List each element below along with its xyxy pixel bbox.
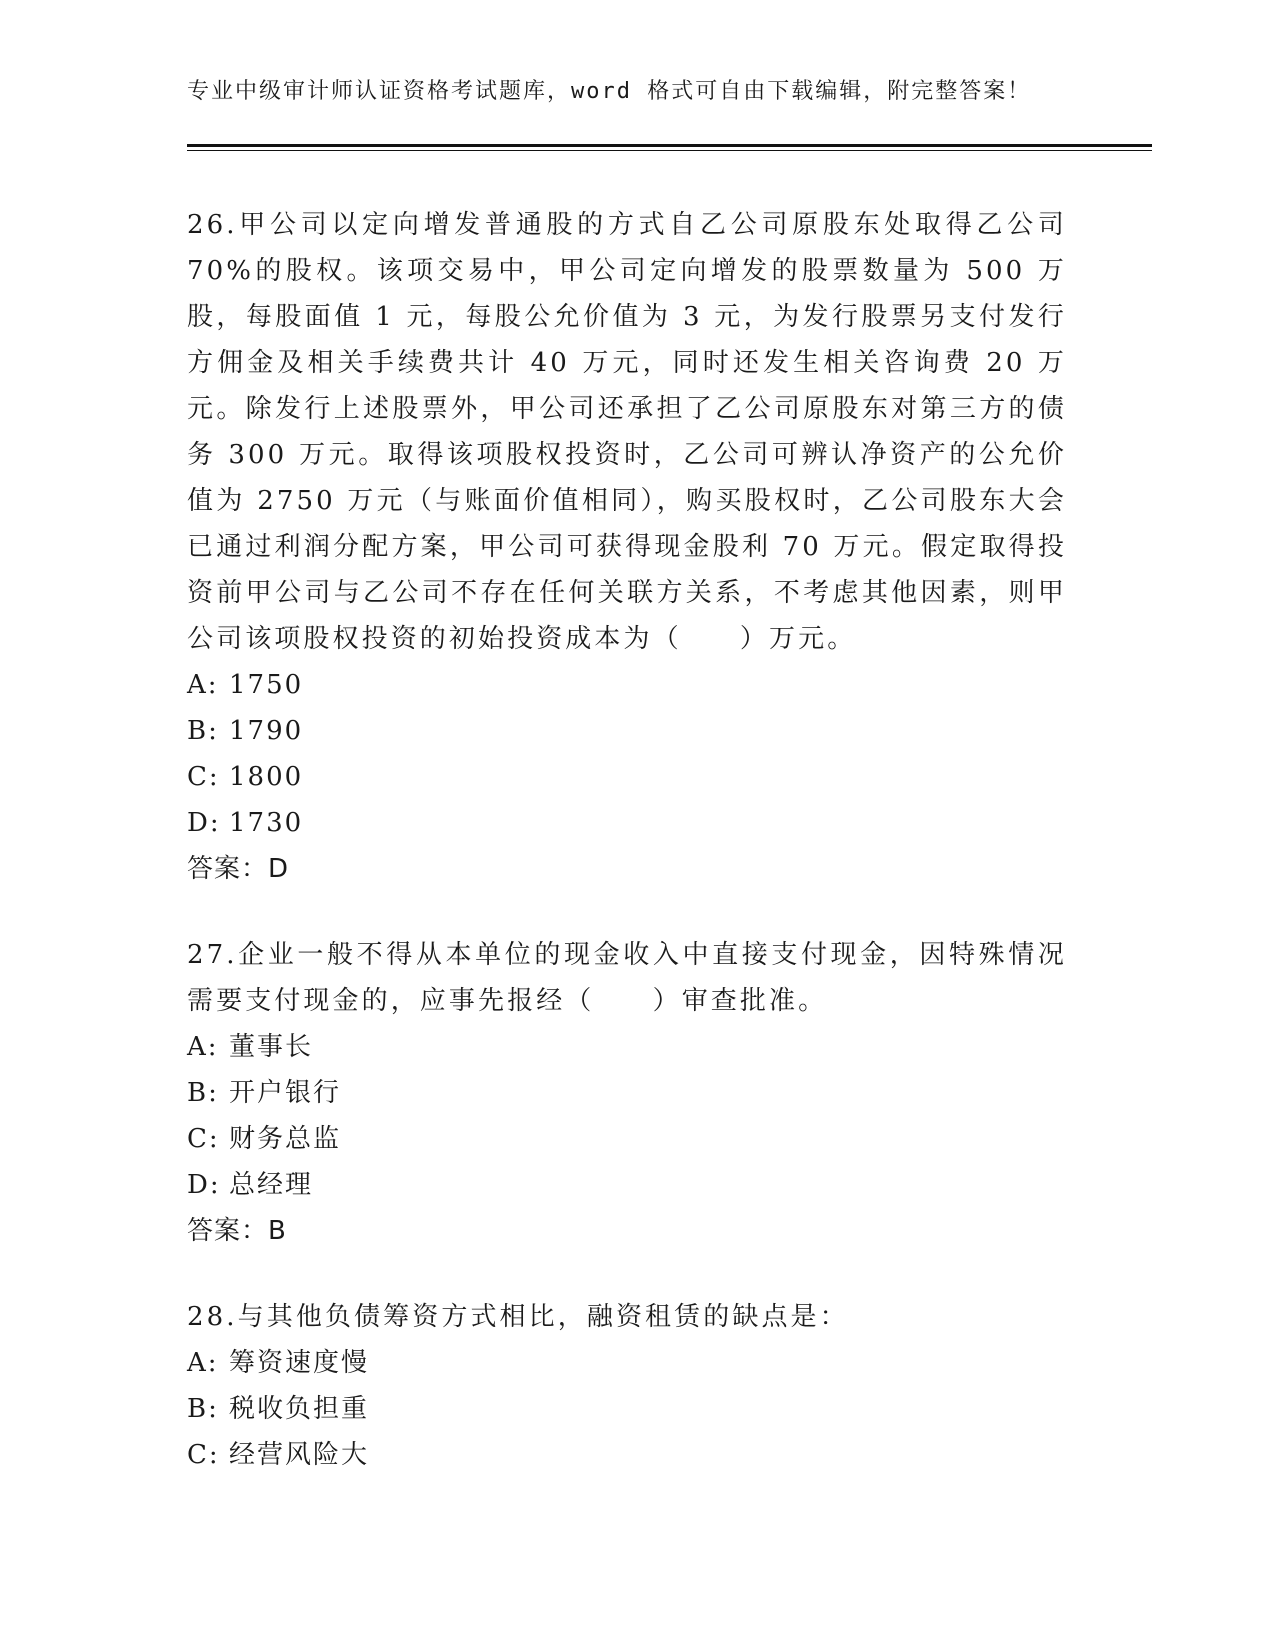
question-text: 27.企业一般不得从本单位的现金收入中直接支付现金，因特殊情况需要支付现金的，应事先报经（ ）审查批准。 xyxy=(187,940,1067,1016)
option-value: 筹资速度慢 xyxy=(229,1348,370,1378)
option-key: B: xyxy=(187,1078,219,1108)
answer: 答案：D xyxy=(187,854,290,884)
question-28 xyxy=(187,1294,1067,1478)
question-text: 28.与其他负债筹资方式相比，融资租赁的缺点是： xyxy=(187,1302,849,1332)
header-rule-thick xyxy=(187,144,1152,147)
option-value: 开户银行 xyxy=(229,1078,342,1108)
header-rule-thin xyxy=(187,150,1152,151)
question-spacer xyxy=(187,892,1067,932)
option-value: 财务总监 xyxy=(229,1124,342,1154)
option-c xyxy=(187,754,1067,800)
option-key: A: xyxy=(187,1348,219,1378)
option-b xyxy=(187,1070,1067,1116)
option-value: 1790 xyxy=(229,716,304,746)
option-key: C: xyxy=(187,1124,220,1154)
option-value: 经营风险大 xyxy=(229,1440,370,1470)
option-key: A: xyxy=(187,670,219,700)
option-key: C: xyxy=(187,1440,220,1470)
option-value: 1750 xyxy=(229,670,304,700)
option-key: B: xyxy=(187,716,219,746)
option-key: D: xyxy=(187,1170,221,1200)
option-value: 1800 xyxy=(229,762,304,792)
option-key: B: xyxy=(187,1394,219,1424)
answer: 答案：B xyxy=(187,1216,287,1246)
question-list xyxy=(187,202,1067,1478)
option-a xyxy=(187,662,1067,708)
option-a xyxy=(187,1340,1067,1386)
option-d xyxy=(187,1162,1067,1208)
option-value: 1730 xyxy=(229,808,304,838)
option-b xyxy=(187,1386,1067,1432)
question-spacer xyxy=(187,1254,1067,1294)
option-d xyxy=(187,800,1067,846)
question-26 xyxy=(187,202,1067,892)
question-27 xyxy=(187,932,1067,1254)
question-text: 26.甲公司以定向增发普通股的方式自乙公司原股东处取得乙公司 70%的股权。该项交易中，甲公司定向增发的股票数量为 500 万股，每股面值 1 元，每股公允价值为 3 元，为发行股票另支付发行方佣金及相关手续费共计 40 万元，同时还发生相关咨询费 20 万元。除发行上述股票外，甲公司还承担了乙公司原股东对第三方的债务 300 万元。取得该项股权投资时，乙公司可辨认净资产的公允价值为 2750 万元（与账面价值相同），购买股权时，乙公司股东大会已通过利润分配方案，甲公司可获得现金股利 70 万元。假定取得投资前甲公司与乙公司不存在任何关联方关系，不考虑其他因素，则甲公司该项股权投资的初始投资成本为（ ）万元。 xyxy=(187,210,1067,654)
option-key: D: xyxy=(187,808,221,838)
option-key: C: xyxy=(187,762,220,792)
option-c xyxy=(187,1116,1067,1162)
option-a xyxy=(187,1024,1067,1070)
option-value: 董事长 xyxy=(229,1032,314,1062)
option-c xyxy=(187,1432,1067,1478)
option-value: 税收负担重 xyxy=(229,1394,370,1424)
page-header: 专业中级审计师认证资格考试题库，word 格式可自由下载编辑，附完整答案！ xyxy=(187,79,1032,104)
option-b xyxy=(187,708,1067,754)
option-value: 总经理 xyxy=(229,1170,314,1200)
option-key: A: xyxy=(187,1032,219,1062)
